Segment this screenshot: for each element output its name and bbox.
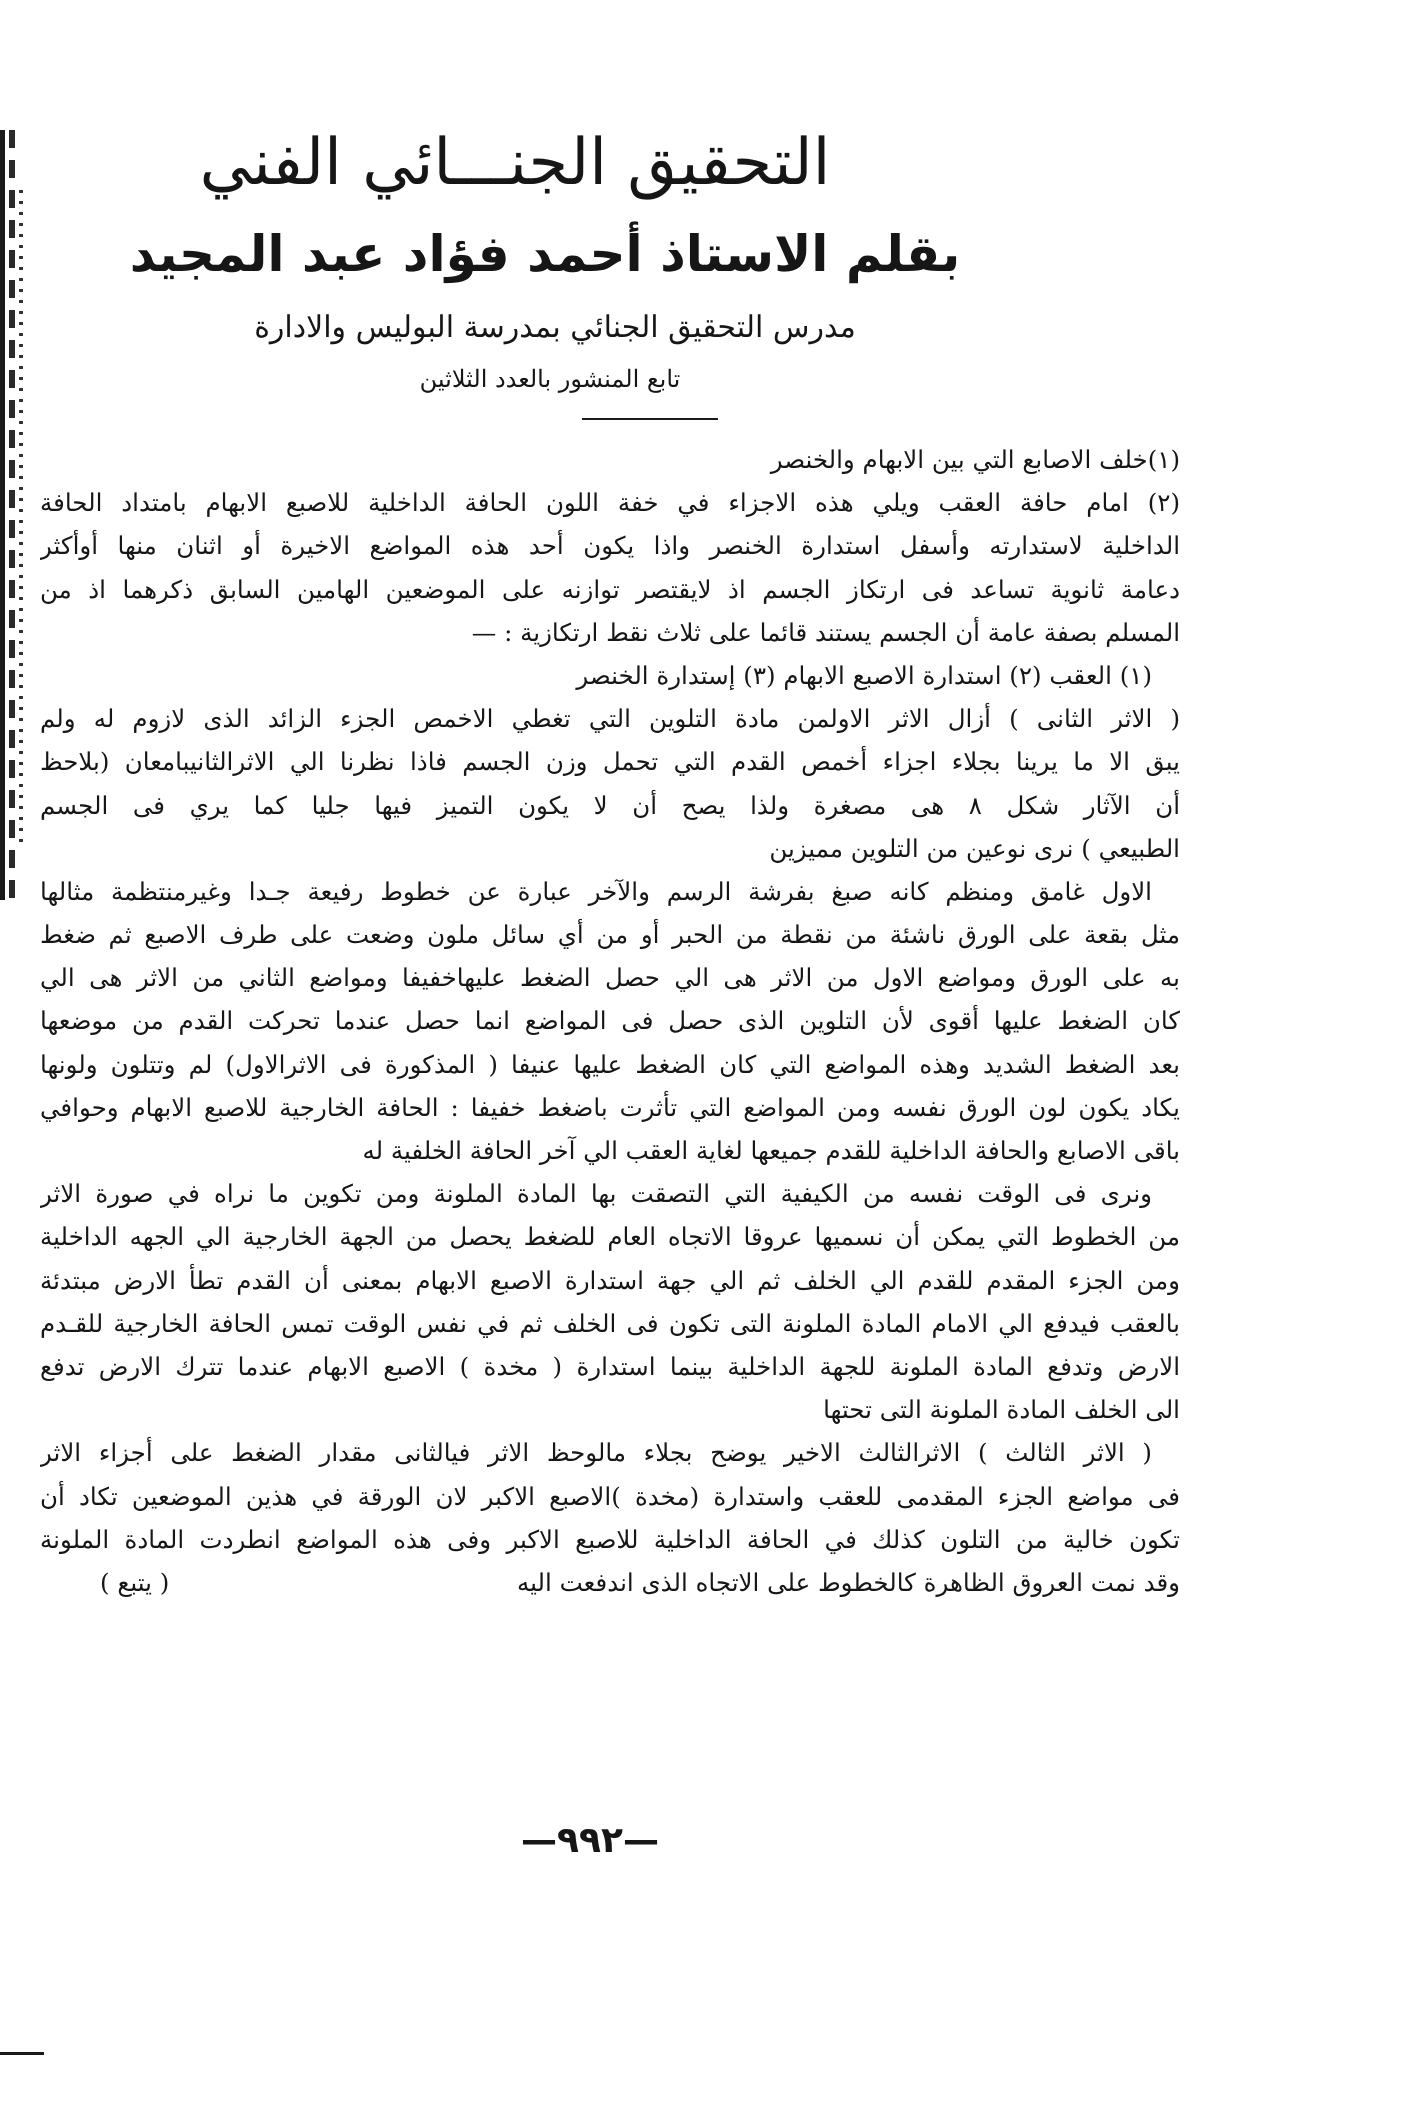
- body-line: به على الورق ومواضع الاول من الاثر هى الي حصل الضغط عليهاخفيفا ومواضع الثاني من الاثر هى الي: [40, 963, 1180, 993]
- body-line: بعد الضغط الشديد وهذه المواضع التي كان الضغط عليها عنيفا ( المذكورة فى الاثرالاول) لم وتتلون ولونها: [40, 1049, 1180, 1079]
- header-divider: [582, 418, 718, 420]
- body-line: مثل بقعة على الورق ناشئة من نقطة من الحبر أو من أي سائل ملون وضعت على طرف الاصبع ثم ضغط: [40, 920, 1180, 950]
- body-line: دعامة ثانوية تساعد فى ارتكاز الجسم اذ لايقتصر توازنه على الموضعين الهامين السابق ذكرهما اذ من: [40, 574, 1180, 604]
- footer-rule: [0, 2052, 44, 2055]
- body-line: بالعقب فيدفع الي الامام المادة الملونة التى تكون فى الخلف ثم في نفس الوقت تمس الحافة الخارجية للقـدم: [40, 1308, 1180, 1338]
- body-line: كان الضغط عليها أقوى لأن التلوين الذى حصل فى المواضع انما حصل عندما تحركت القدم من موضعها: [40, 1006, 1180, 1036]
- to-be-continued: ( يتبع ): [100, 1567, 170, 1597]
- body-line: المسلم بصفة عامة أن الجسم يستند قائما على ثلاث نقط ارتكازية : —: [471, 617, 1180, 647]
- body-line: (١)خلف الاصابع التي بين الابهام والخنصر: [770, 445, 1180, 474]
- body-line: يكاد يكون لون الورق نفسه ومن المواضع التي تأثرت باضغط خفيفا : الحافة الخارجية للاصبع الابهام وحوافي: [40, 1092, 1180, 1122]
- page-number: —٩٩٢—: [521, 1820, 659, 1861]
- continuation-note: تابع المنشور بالعدد الثلاثين: [419, 365, 681, 393]
- body-line: الداخلية لاستدارته وأسفل استدارة الخنصر واذا يكون أحد هذه المواضع الاخيرة أو اثنان منها أوأكثر: [40, 531, 1180, 561]
- body-last-row: [40, 1561, 1180, 1604]
- body-line: الاول غامق ومنظم كانه صبغ بفرشة الرسم والآخر عبارة عن خطوط رفيعة جـدا وغيرمنتظمة مثالها: [40, 876, 1152, 906]
- body-line: فى مواضع الجزء المقدمى للعقب واستدارة (مخدة )الاصبع الاكبر لان الورقة في هذين الموضعين تكاد أن: [40, 1481, 1180, 1511]
- author-position: مدرس التحقيق الجنائي بمدرسة البوليس والادارة: [254, 310, 856, 345]
- body-line: أن الآثار شكل ٨ هى مصغرة ولذا يصح أن لا يكون التميز فيها جليا كما يري فى الجسم: [40, 790, 1180, 820]
- body-line: (٢) امام حافة العقب ويلي هذه الاجزاء في خفة اللون الحافة الداخلية للاصبع الابهام بامتداد الحافة: [40, 488, 1180, 518]
- article-page: [40, 118, 1180, 1604]
- body-line: (١) العقب (٢) استدارة الاصبع الابهام (٣) إستدارة الخنصر: [576, 660, 1152, 690]
- body-line: ونرى فى الوقت نفسه من الكيفية التي التصقت بها المادة الملونة ومن تكوين ما نراه في صورة الاثر: [40, 1179, 1152, 1209]
- body-line: الارض وتدفع المادة الملونة للجهة الداخلية بينما استدارة ( مخدة ) الاصبع الابهام عندما تترك الارض تدفع: [40, 1351, 1180, 1381]
- body-line: الطبيعي ) نرى نوعين من التلوين مميزين: [769, 833, 1180, 863]
- body-line: الى الخلف المادة الملونة التى تحتها: [823, 1395, 1180, 1425]
- body-line: وقد نمت العروق الظاهرة كالخطوط على الاتجاه الذى اندفعت اليه: [517, 1567, 1180, 1597]
- body-line: باقى الاصابع والحافة الداخلية للقدم جميعها لغاية العقب الي آخر الحافة الخلفية له: [362, 1136, 1180, 1165]
- article-title: التحقيق الجنـــائي الفني: [199, 126, 831, 200]
- article-body: [40, 438, 1180, 1604]
- binding-edge: [0, 130, 22, 900]
- body-line: تكون خالية من التلون كذلك في الحافة الداخلية للاصبع الاكبر وفى هذه المواضع انطردت المادة الملونة: [40, 1524, 1180, 1554]
- body-line: ( الاثر الثالث ) الاثرالثالث الاخير يوضح بجلاء مالوحظ الاثر فيالثانى مقدار الضغط على أجزاء الاثر: [40, 1438, 1152, 1468]
- body-line: من الخطوط التي يمكن أن نسميها عروقا الاتجاه العام للضغط يحصل من الجهة الخارجية الي الجهه الداخلية: [40, 1222, 1180, 1252]
- article-author: بقلم الاستاذ أحمد فؤاد عبد المجيد: [129, 225, 961, 283]
- body-line: يبق الا ما يرينا بجلاء اجزاء أخمص القدم التي تحمل وزن الجسم فاذا نظرنا الي الاثرالثانيبامعان (بلاحظ: [40, 747, 1180, 777]
- body-line: ومن الجزء المقدم للقدم الي الخلف ثم الي جهة استدارة الاصبع الابهام بمعنى أن القدم تطأ الارض مبتدئة: [40, 1265, 1180, 1295]
- body-line: ( الاثر الثانى ) أزال الاثر الاولمن مادة التلوين التي تغطي الاخمص الجزء الزائد الذى لازوم له ولم: [40, 704, 1180, 734]
